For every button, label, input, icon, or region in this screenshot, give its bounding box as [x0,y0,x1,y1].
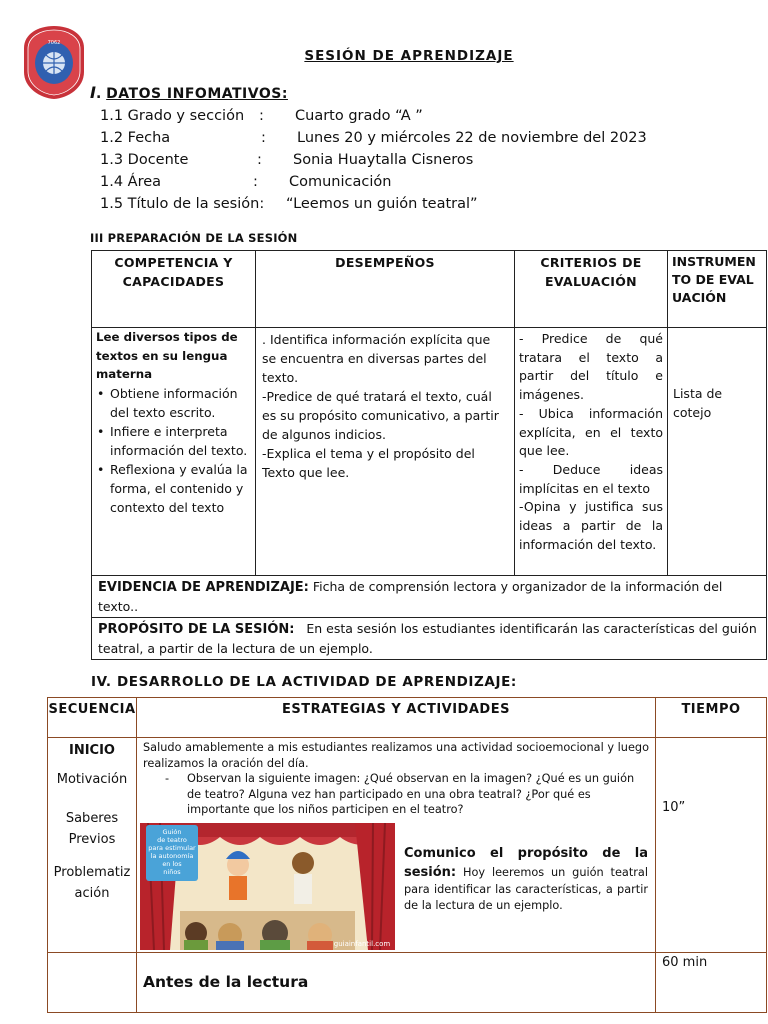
capacidad-item: • Obtiene información del texto escrito. [110,384,251,422]
col-header-competencia: COMPETENCIA Y CAPACIDADES [92,251,256,328]
tiempo-inicio: 10” [656,738,767,953]
col-header-instrumento: INSTRUMENTO DE EVALUACIÓN [668,251,767,328]
theatre-scene-image [140,823,395,950]
instrumento-cell: Lista de cotejo [668,328,767,576]
datos-row: 1.5 Título de la sesión: “Leemos un guión teatral” [100,196,478,212]
col-header-criterios: CRITERIOS DE EVALUACIÓN [515,251,668,328]
svg-text:guiainfantil.com: guiainfantil.com [333,940,391,948]
actividades-cell: Saludo amablemente a mis estudiantes realizamos una actividad socioemocional y luego realizamos la oración del día. - Observan la siguiente imagen: ¿Qué observan en la imagen? ¿Qué es un guión de teatro? Alguna vez han participado en una obra teatral? ¿Por qué es importante que los niños participen en el teatro? Guión de teatro para estimular la autonomía en los niños guiainfantil.com Comunico el propósito de la sesión: Hoy leeremos un guión teatral para identificar las características, a partir de la lectura de un ejemplo. [137,738,656,953]
section-desarrollo-heading: IV. DESARROLLO DE LA ACTIVIDAD DE APRENDIZAJE: [91,674,517,690]
page-title: SESIÓN DE APRENDIZAJE [304,48,514,64]
datos-list [100,108,700,218]
svg-text:7062: 7062 [47,40,61,46]
col-header-estrategias: ESTRATEGIAS Y ACTIVIDADES [137,698,656,738]
datos-row: 1.2 Fecha : Lunes 20 y miércoles 22 de noviembre del 2023 [100,130,647,146]
datos-row: 1.1 Grado y sección : Cuarto grado “A ” [100,108,423,124]
evidencia-row: EVIDENCIA DE APRENDIZAJE: Ficha de comprensión lectora y organizador de la información del texto.. [92,576,767,618]
comunico-proposito: Comunico el propósito de la sesión: Hoy leeremos un guión teatral para identificar las características, a partir de la lectura de un ejemplo. [404,846,648,912]
col-header-secuencia: SECUENCIA [48,698,137,738]
competencia-cell: Lee diversos tipos de textos en su lengua materna • Obtiene información del texto escrito. • Infiere e interpreta información del texto. • Reflexiona y evalúa la forma, el contenido y contexto del texto [92,328,256,576]
criterios-cell: - Predice de qué tratara el texto a partir del título e imágenes. - Ubica información explícita, en el texto que lee. - Deduce ideas implícitas en el texto -Opina y justifica sus ideas a partir de la información del texto. [515,328,668,576]
capacidad-item: • Reflexiona y evalúa la forma, el contenido y contexto del texto [110,460,251,517]
proposito-row: PROPÓSITO DE LA SESIÓN: En esta sesión los estudiantes identificarán las características del guión teatral, a partir de la lectura de un ejemplo. [92,618,767,660]
svg-text:de teatro: de teatro [157,836,187,844]
secuencia-empty-cell [48,953,137,1013]
secuencia-cell: INICIO Motivación Saberes Previos Problematización [48,738,137,953]
tiempo-antes: 60 min [656,953,767,1013]
svg-text:para estimular: para estimular [148,844,196,852]
svg-text:Guión: Guión [162,828,182,836]
desempenos-cell: . Identifica información explícita que se encuentra en diversas partes del texto. -Predice de qué tratará el texto, cuál es su propósito comunicativo, a partir de algunos indicios. -Explica el tema y el propósito del Texto que lee. [256,328,515,576]
section-datos-heading: I. DATOS INFOMATIVOS: [90,83,288,102]
svg-text:niños: niños [163,868,181,876]
antes-lectura-label: Antes de la lectura [137,953,656,1013]
preparacion-table [91,250,767,660]
datos-row: 1.3 Docente : Sonia Huaytalla Cisneros [100,152,474,168]
datos-row: 1.4 Área : Comunicación [100,174,392,190]
capacidad-item: • Infiere e interpreta información del texto. [110,422,251,460]
desarrollo-table [47,697,767,1013]
section-preparacion-heading: III PREPARACIÓN DE LA SESIÓN [90,231,298,245]
svg-text:en los: en los [162,860,182,868]
col-header-tiempo: TIEMPO [656,698,767,738]
svg-text:la autonomía: la autonomía [150,852,194,860]
col-header-desempenos: DESEMPEÑOS [256,251,515,328]
